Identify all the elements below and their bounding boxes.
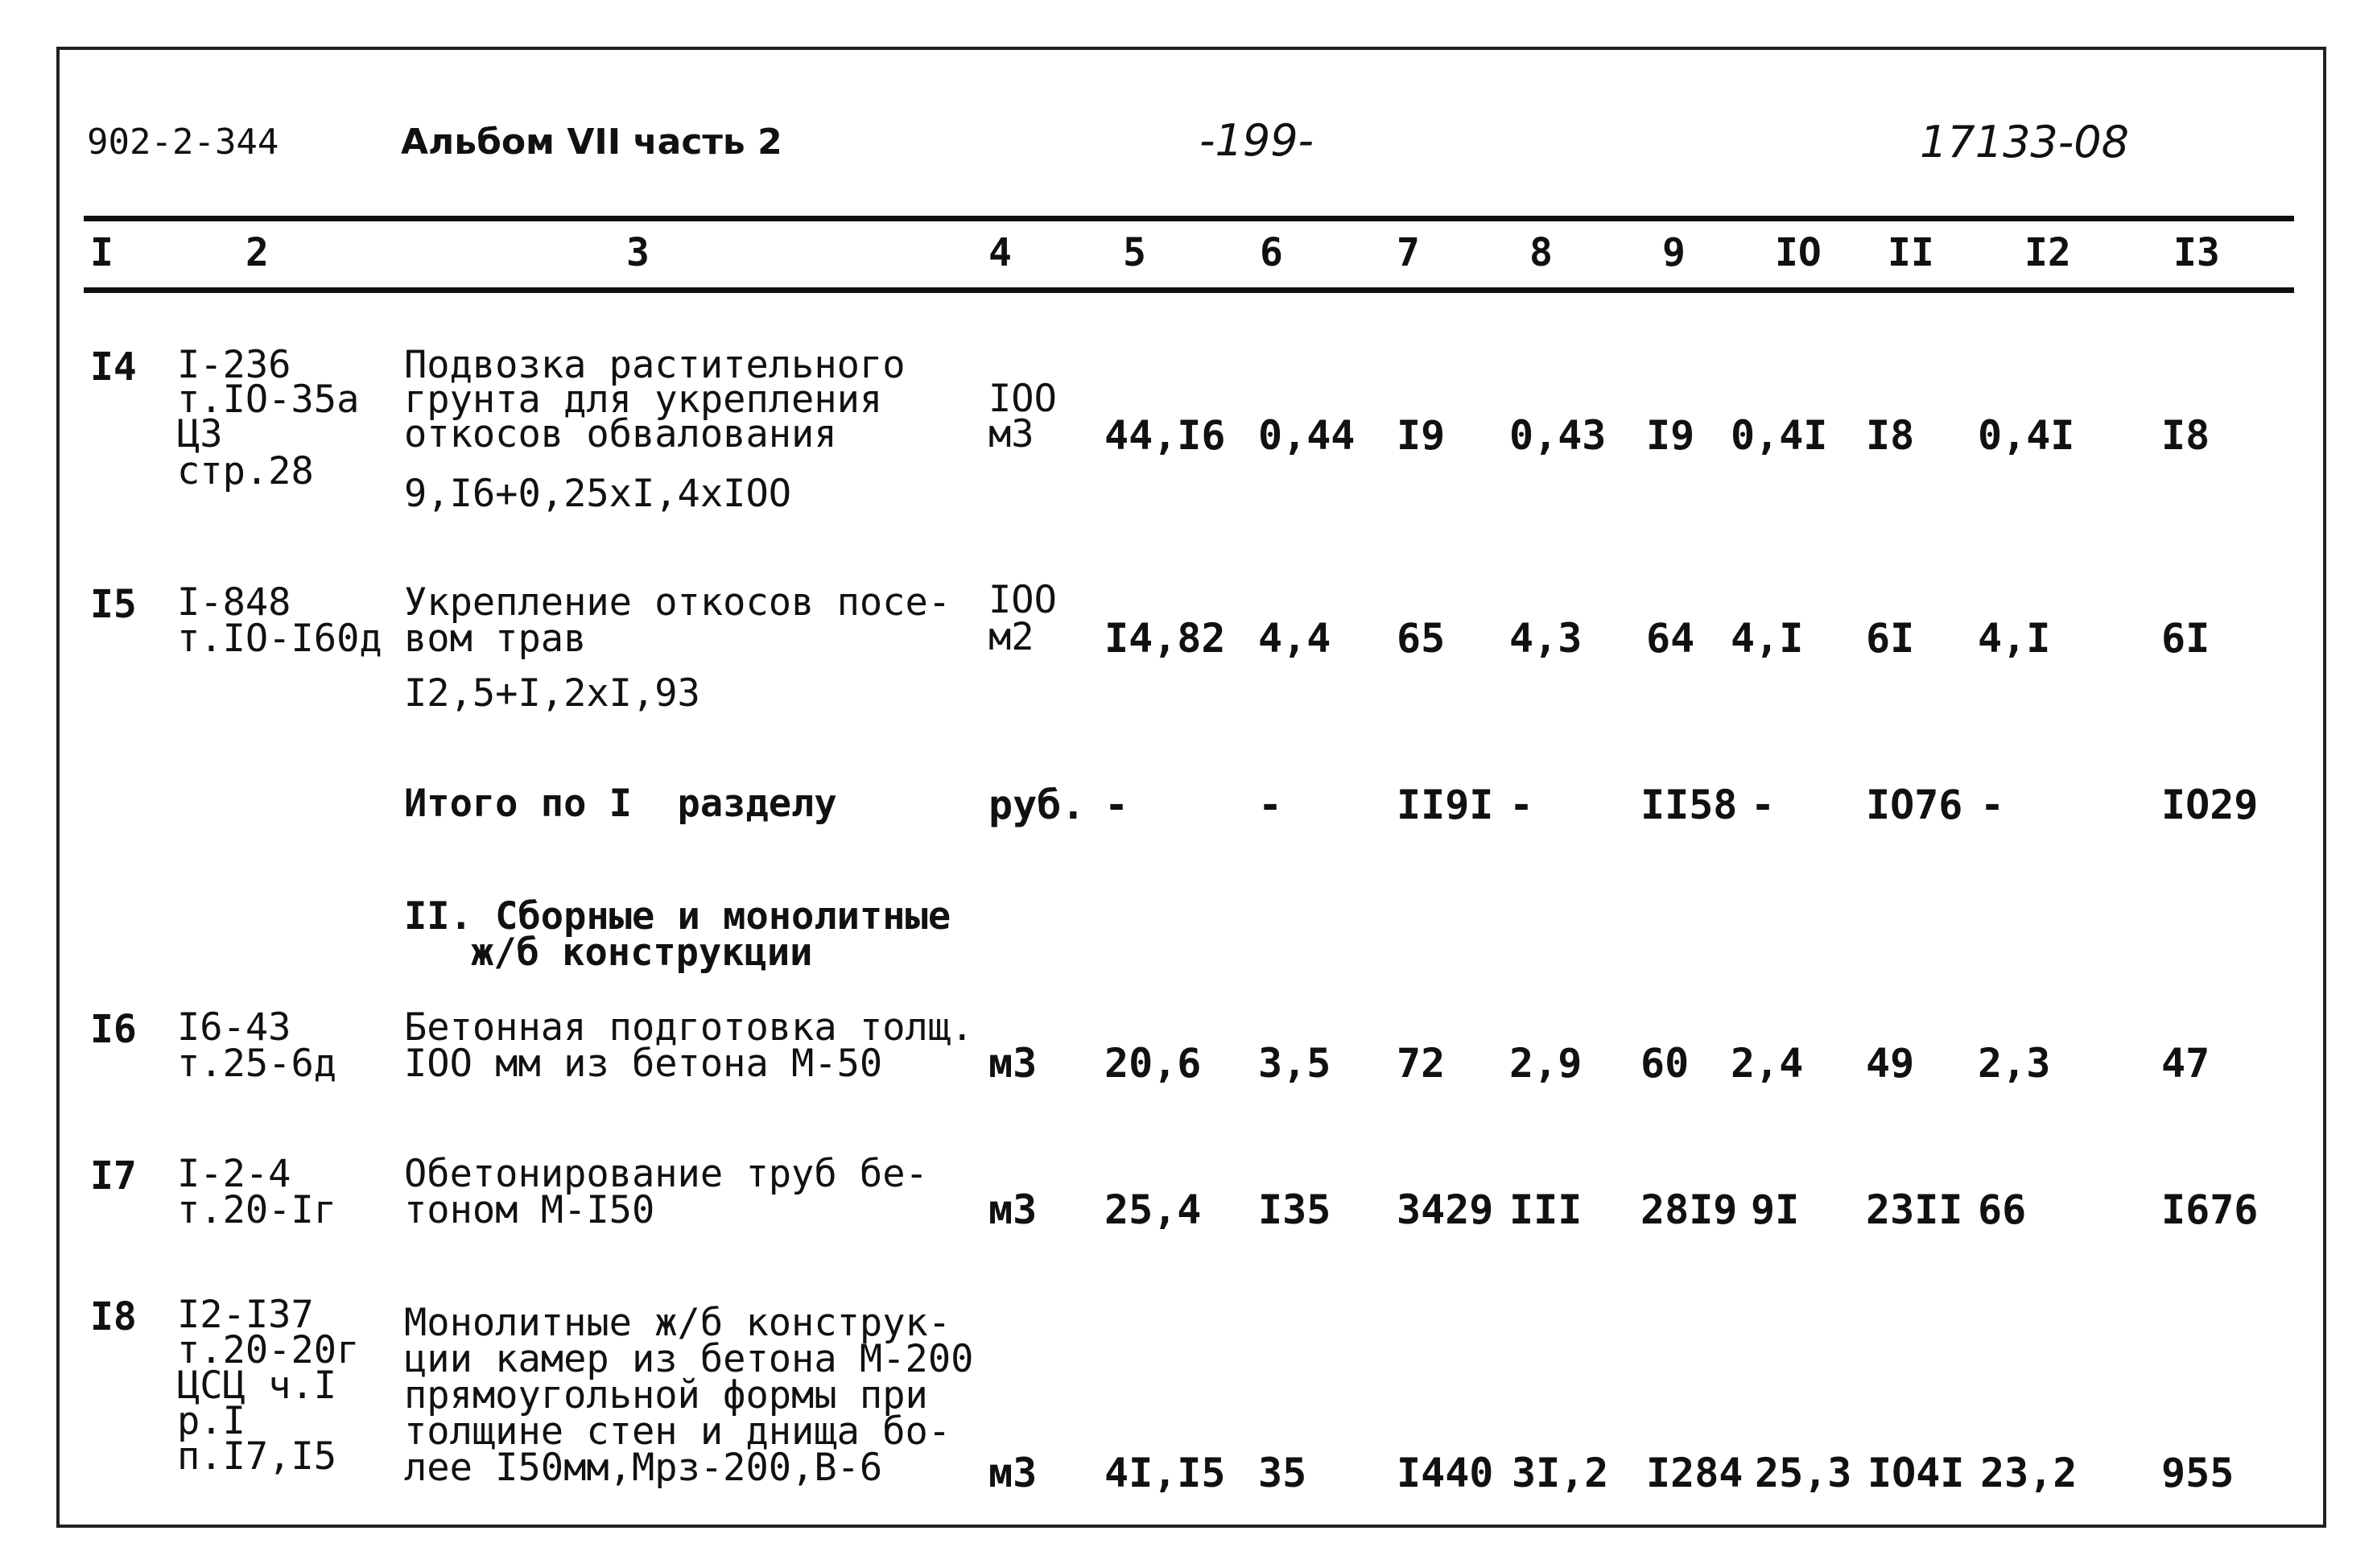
section-heading-line: II. Сборные и монолитные [404,894,951,939]
description-line: Обетонирование труб бе- [404,1152,928,1196]
description-line: грунта для укрепления [404,378,883,422]
cell-col5: - [1104,782,1129,828]
col-header-5: 5 [1123,230,1146,275]
col-header-11: II [1888,230,1934,275]
cell-col10: 25,3 [1755,1450,1852,1496]
cell-col8: 4,3 [1509,615,1583,662]
cell-col9: 64 [1646,615,1695,662]
col-header-6: 6 [1260,230,1283,275]
col-header-13: I3 [2173,230,2220,275]
cell-col5: 20,6 [1104,1040,1202,1087]
cell-col9: 60 [1640,1040,1690,1087]
cell-col10: 9I [1751,1186,1800,1233]
ref-line: т.25-6д [177,1042,337,1086]
description-line: Бетонная подготовка толщ. [404,1005,974,1050]
description-line: ции камер из бетона М-200 [404,1337,974,1381]
ref-line: I2-I37 [177,1293,314,1337]
cell-col5: 25,4 [1104,1186,1202,1233]
cell-col9: 28I9 [1640,1186,1738,1233]
row-number: I4 [90,345,137,390]
cell-col6: 0,44 [1258,412,1356,459]
cell-col13: IO29 [2161,782,2259,828]
cell-col12: 0,4I [1978,412,2075,459]
cell-col11: IO76 [1866,782,1963,828]
album-title: Альбом VII часть 2 [401,122,782,163]
cell-col6: 35 [1258,1450,1307,1496]
col-header-8: 8 [1529,230,1553,275]
cell-col5: I4,82 [1104,615,1226,662]
header-rule-bottom [84,287,2294,293]
unit: м3 [988,1040,1038,1087]
cell-col7: 3429 [1397,1186,1494,1233]
cell-col8: 3I,2 [1512,1450,1609,1496]
cell-col12: 2,3 [1978,1040,2051,1087]
ref-line: т.IO-I60д [177,617,382,661]
cell-col13: 47 [2161,1040,2210,1087]
description-line: Укрепление откосов посе- [404,580,951,625]
formula: 9,I6+0,25хI,4хIOO [404,472,792,516]
cell-col13: I8 [2161,412,2210,459]
cell-col8: - [1509,782,1534,828]
cell-col6: - [1258,782,1283,828]
col-header-3: 3 [626,230,650,275]
cell-col13: 955 [2161,1450,2235,1496]
cell-col7: I440 [1397,1450,1494,1496]
col-header-1: I [90,230,113,275]
cell-col10: 0,4I [1731,412,1828,459]
unit-line: IOO [988,377,1057,421]
row-number: I7 [90,1153,137,1199]
row-number: I8 [90,1294,137,1339]
row-number: I6 [90,1007,137,1052]
cell-col6: I35 [1258,1186,1331,1233]
cell-col12: 66 [1978,1186,2027,1233]
formula: I2,5+I,2хI,93 [404,671,700,716]
cell-col8: 0,43 [1509,412,1607,459]
cell-col9: II58 [1640,782,1738,828]
unit-line: IOO [988,578,1057,622]
cell-col10: 4,I [1731,615,1804,662]
cell-col5: 44,I6 [1104,412,1226,459]
cell-col7: II9I [1397,782,1494,828]
cell-col10: - [1751,782,1776,828]
header-rule-top [84,216,2294,221]
unit: м3 [988,1186,1038,1233]
cell-col11: 6I [1866,615,1915,662]
cell-col11: IO4I [1867,1450,1965,1496]
ref-line: т.20-20г [177,1328,360,1372]
description-line: Подвозка растительного [404,343,906,387]
row-number: I5 [90,582,137,627]
description-line: тоном М-I50 [404,1188,655,1232]
unit-line: м2 [988,615,1034,659]
col-header-10: IO [1775,230,1822,275]
cell-col9: I9 [1646,412,1695,459]
cell-col13: I676 [2161,1186,2259,1233]
cell-col6: 3,5 [1258,1040,1331,1087]
col-header-2: 2 [246,230,269,275]
col-header-4: 4 [988,230,1012,275]
description-line: вом трав [404,617,587,661]
subtotal-label: Итого по I разделу [404,782,837,826]
ref-line: стр.28 [177,449,314,493]
cell-col12: - [1980,782,2005,828]
description-line: толщине стен и днища бо- [404,1409,951,1454]
cell-col8: III [1509,1186,1583,1233]
description-line: IOO мм из бетона М-50 [404,1042,883,1086]
col-header-7: 7 [1397,230,1420,275]
cell-col11: 49 [1866,1040,1915,1087]
ref-line: т.20-Iг [177,1188,337,1232]
cell-col11: I8 [1866,412,1915,459]
ref-line: п.I7,I5 [177,1434,337,1479]
cell-col8: 2,9 [1509,1040,1583,1087]
unit: м3 [988,1450,1038,1496]
cell-col7: 72 [1397,1040,1446,1087]
cell-col11: 23II [1866,1186,1963,1233]
cell-col7: 65 [1397,615,1446,662]
cell-col12: 4,I [1978,615,2051,662]
ref-line: I-848 [177,580,291,625]
ref-line: I-2-4 [177,1152,291,1196]
cell-col10: 2,4 [1731,1040,1804,1087]
description-line: Монолитные ж/б конструк- [404,1301,951,1345]
unit-line: м3 [988,412,1034,456]
ref-line: р.I [177,1399,246,1443]
section-heading-line: ж/б конструкции [471,930,813,975]
ref-line: I6-43 [177,1005,291,1050]
ref-line: ЦЗ [177,412,223,456]
description-line: откосов обвалования [404,412,837,456]
cell-col9: I284 [1646,1450,1744,1496]
cell-col5: 4I,I5 [1104,1450,1226,1496]
description-line: лее I50мм,Мрз-200,В-6 [404,1446,883,1490]
page-number: -199- [1199,115,1314,166]
cell-col6: 4,4 [1258,615,1331,662]
ref-line: ЦСЦ ч.I [177,1364,337,1408]
ref-line: т.IO-35а [177,378,360,422]
col-header-12: I2 [2024,230,2071,275]
col-header-9: 9 [1662,230,1686,275]
cell-col7: I9 [1397,412,1446,459]
subtotal-unit: руб. [988,782,1086,828]
project-number: 17133-08 [1920,117,2129,167]
cell-col12: 23,2 [1980,1450,2078,1496]
doc-code: 902-2-344 [87,122,279,163]
cell-col13: 6I [2161,615,2210,662]
description-line: прямоугольной формы при [404,1373,928,1417]
ref-line: I-236 [177,343,291,387]
